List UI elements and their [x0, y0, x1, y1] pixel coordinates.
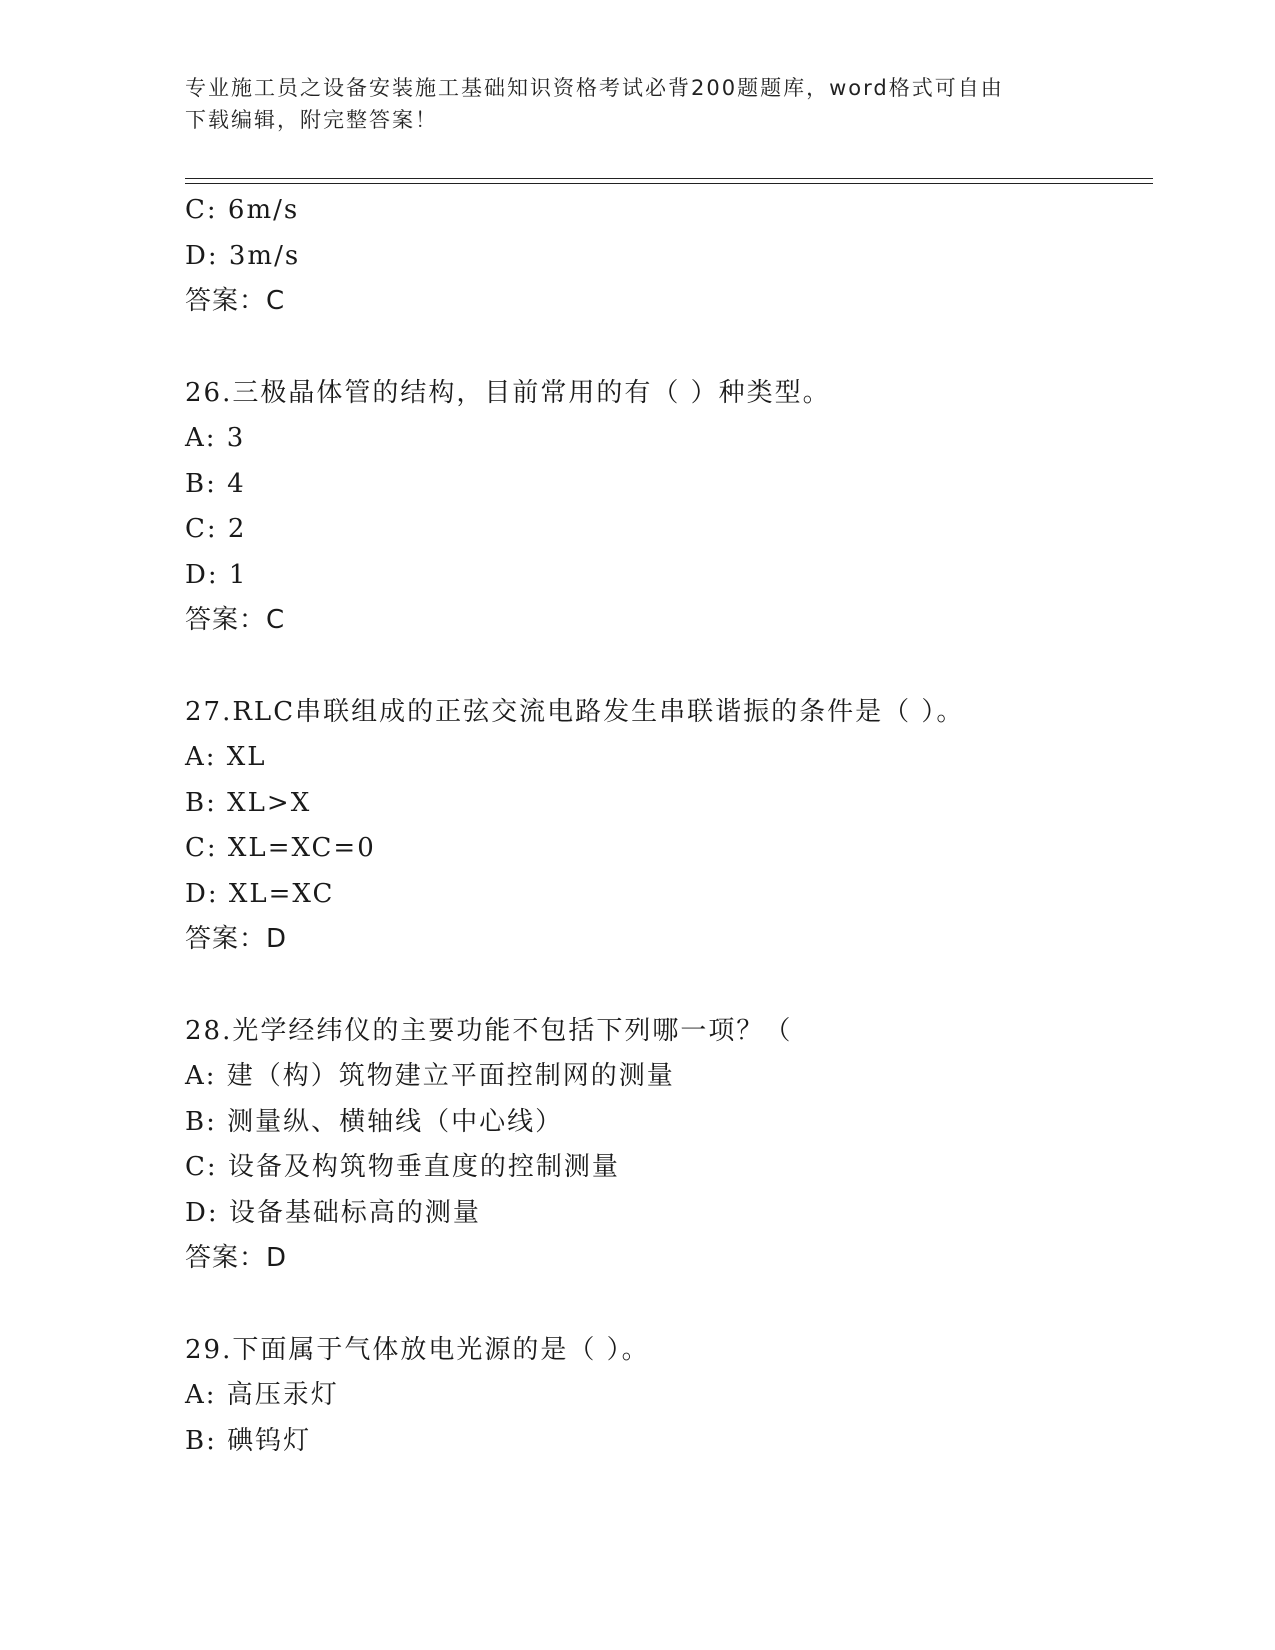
header-line-2: 下载编辑，附完整答案！ [185, 108, 438, 132]
question-stem: 27.RLC串联组成的正弦交流电路发生串联谐振的条件是（ ）。 [185, 696, 965, 727]
document-header [185, 72, 1075, 136]
question-25-tail [185, 188, 1145, 325]
option-b: B: 4 [185, 468, 246, 499]
option-a: A: 高压汞灯 [185, 1380, 339, 1410]
answer: 答案：D [185, 924, 288, 954]
option-b: B: 测量纵、横轴线（中心线） [185, 1106, 564, 1137]
header-rule-top [185, 178, 1153, 179]
option-d: D: XL=XC [185, 878, 335, 909]
question-stem: 28.光学经纬仪的主要功能不包括下列哪一项？（ [185, 1015, 793, 1046]
option-c: C: 2 [185, 514, 247, 544]
option-d: D: 1 [185, 559, 248, 590]
option-d: D: 设备基础标高的测量 [185, 1197, 481, 1228]
spacer [185, 1282, 1145, 1328]
option-c: C: 6m/s [185, 195, 300, 225]
answer: 答案：C [185, 286, 286, 316]
question-list [185, 188, 1145, 1464]
option-a: A: 建（构）筑物建立平面控制网的测量 [185, 1061, 675, 1091]
option-a: A: XL [185, 742, 267, 772]
spacer [185, 325, 1145, 371]
header-rule-bottom [185, 183, 1153, 184]
spacer [185, 963, 1145, 1009]
option-b: B: XL>X [185, 787, 312, 818]
option-c: C: XL=XC=0 [185, 833, 376, 863]
answer: 答案：C [185, 605, 286, 635]
spacer [185, 644, 1145, 690]
question-26 [185, 371, 1145, 644]
question-27 [185, 690, 1145, 963]
option-d: D: 3m/s [185, 240, 301, 271]
option-c: C: 设备及构筑物垂直度的控制测量 [185, 1152, 620, 1182]
option-b: B: 碘钨灯 [185, 1425, 312, 1456]
answer: 答案：D [185, 1243, 288, 1273]
question-stem: 26.三极晶体管的结构，目前常用的有（ ）种类型。 [185, 377, 831, 408]
option-a: A: 3 [185, 423, 246, 453]
header-line-1: 专业施工员之设备安装施工基础知识资格考试必背200题题库，word格式可自由 [185, 76, 1004, 100]
question-28 [185, 1009, 1145, 1282]
question-stem: 29.下面属于气体放电光源的是（ ）。 [185, 1334, 650, 1365]
question-29 [185, 1328, 1145, 1465]
